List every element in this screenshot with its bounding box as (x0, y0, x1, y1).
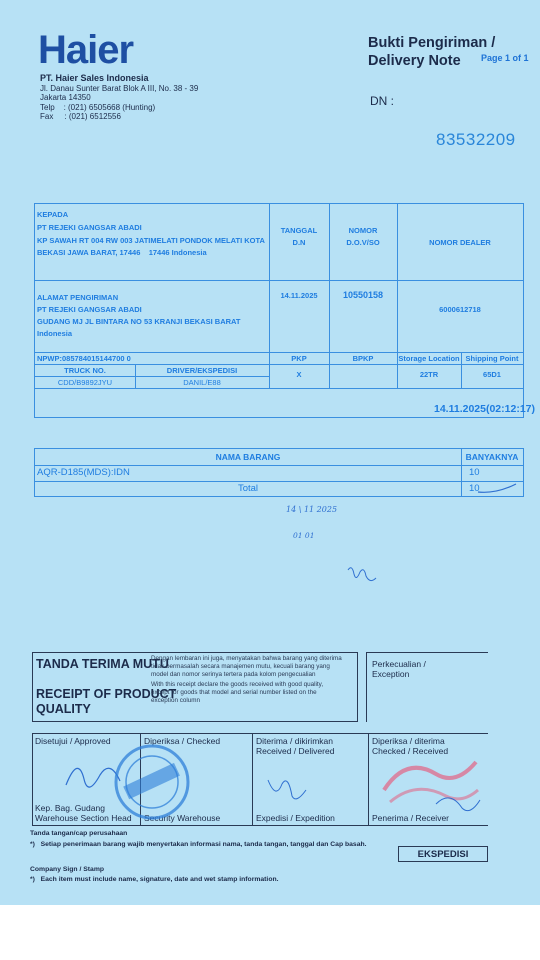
item-qty: 10 (469, 467, 480, 478)
total-value: 10 (469, 483, 480, 494)
qty-checkmark-icon (476, 480, 526, 496)
shipping-value: 65D1 (483, 370, 501, 379)
note-en-title: Company Sign / Stamp (30, 866, 105, 873)
items-table (34, 448, 524, 497)
total-label: Total (237, 483, 259, 494)
pkp-label: PKP (291, 354, 307, 363)
exception-label-1: Perkecualian / (372, 659, 426, 669)
expedition-label: Expedisi / Expedition (256, 813, 335, 823)
warehouse-label-2: Warehouse Section Head (35, 813, 132, 823)
dealer-label: NOMOR DEALER (429, 238, 491, 247)
company-info (40, 74, 198, 122)
desc-en-3: exception column (151, 697, 201, 704)
pkp-value: X (296, 370, 302, 379)
alamat-address-2: Indonesia (37, 329, 73, 338)
document-number: 83532209 (436, 130, 516, 149)
tanggal-sub: D.N (292, 238, 306, 247)
storage-value: 22TR (419, 370, 439, 379)
title-line-1: Bukti Pengiriman / (368, 35, 496, 51)
checked-received-label-2: Checked / Received (372, 746, 449, 756)
kepada-address-1: KP SAWAH RT 004 RW 003 JATIMELATI PONDOK MELATI KOTA (37, 236, 265, 245)
receipt-heading-en-1: RECEIPT OF PRODUCT (36, 687, 177, 701)
desc-en-1: With this receipt declare the goods received with good quality, (151, 681, 324, 688)
receipt-description (151, 655, 357, 705)
desc-id-3: model dan nomor serinya tertera pada kolom pengecualian (151, 671, 316, 678)
document-title (368, 34, 495, 70)
truck-label: TRUCK NO. (64, 366, 106, 375)
shipment-table (34, 203, 524, 418)
dealer-value: 6000612718 (439, 305, 481, 314)
date-value: 14.11.2025 (280, 291, 318, 300)
nomor-label: NOMOR (348, 226, 378, 235)
dn-label: DN : (370, 94, 394, 108)
note-id-title: Tanda tangan/cap perusahaan (30, 830, 128, 837)
approved-label: Disetujui / Approved (35, 736, 111, 746)
handwritten-signature-icon (344, 562, 380, 590)
receiver-stamp-icon (376, 750, 486, 820)
driver-label: DRIVER/EKSPEDISI (166, 366, 238, 375)
haier-logo: Haier (38, 28, 134, 72)
tanggal-label: TANGGAL (280, 226, 318, 235)
print-timestamp: 14.11.2025(02:12:17) (434, 403, 535, 415)
kepada-label: KEPADA (37, 210, 69, 219)
nomor-value: 10550158 (342, 290, 384, 300)
alamat-name: PT REJEKI GANGSAR ABADI (37, 305, 142, 314)
warehouse-label-1: Kep. Bag. Gudang (35, 803, 105, 813)
item-name: AQR-D185(MDS):IDN (37, 467, 130, 478)
page-indicator: Page 1 of 1 (481, 53, 529, 63)
receipt-heading-en-2: QUALITY (36, 702, 91, 716)
receiver-label: Penerima / Receiver (372, 813, 450, 823)
checked-received-label-1: Diperiksa / diterima (372, 736, 445, 746)
exception-label-2: Exception (372, 669, 410, 679)
npwp: NPWP:085784015144700 0 (37, 354, 131, 363)
bpkp-label: BPKP (352, 354, 374, 363)
company-name: PT. Haier Sales Indonesia (40, 73, 149, 83)
security-label: Security Warehouse (144, 813, 221, 823)
note-id: *) Setiap penerimaan barang wajib menyertakan informasi nama, tanda tangan, tanggal dan Cap basah. (30, 841, 367, 848)
checked-label: Diperiksa / Checked (144, 736, 221, 746)
driver-value: DANIL/E88 (183, 378, 221, 387)
company-telp: Telp : (021) 6505668 (Hunting) (40, 102, 156, 112)
expedition-signature-icon (262, 770, 312, 810)
col-banyaknya: BANYAKNYA (465, 452, 519, 462)
truck-value: CDD/B9892JYU (57, 378, 113, 387)
received-label-1: Diterima / dikirimkan (256, 736, 333, 746)
security-stamp-icon (110, 740, 194, 824)
company-address-2: Jakarta 14350 (40, 93, 91, 102)
handwritten-date: 14 \ 11 2025 (286, 505, 338, 514)
company-address-1: Jl. Danau Sunter Barat Blok A III, No. 38 - 39 (40, 83, 199, 93)
desc-id-1: Dengan lembaran ini juga, menyatakan bahwa barang yang diterima (151, 655, 342, 662)
copy-label-ekspedisi: EKSPEDISI (398, 846, 488, 862)
storage-label: Storage Location (398, 354, 460, 363)
received-label-2: Received / Delivered (256, 746, 335, 756)
alamat-address-1: GUDANG MJ JL BINTARA NO 53 KRANJI BEKASI BARAT (37, 317, 241, 326)
handwritten-time: 01 01 (293, 531, 315, 540)
kepada-address-2: BEKASI JAWA BARAT, 17446 17446 Indonesia (37, 248, 207, 257)
note-en: *) Each item must include name, signature, date and wet stamp information. (30, 876, 279, 883)
shipping-label: Shipping Point (465, 354, 519, 363)
company-fax: Fax : (021) 6512556 (40, 112, 121, 121)
col-nama-barang: NAMA BARANG (215, 452, 281, 462)
nomor-sub: D.O.V/SO (346, 238, 380, 247)
alamat-label: ALAMAT PENGIRIMAN (37, 293, 119, 302)
title-line-2: Delivery Note (368, 53, 461, 69)
desc-id-2: tidak bermasalah secara manajemen mutu, kecuali barang yang (151, 663, 330, 670)
kepada-name: PT REJEKI GANGSAR ABADI (37, 223, 142, 232)
desc-en-2: except for goods that model and serial number listed on the (151, 689, 317, 696)
receipt-heading-id: TANDA TERIMA MUTU (36, 657, 169, 671)
